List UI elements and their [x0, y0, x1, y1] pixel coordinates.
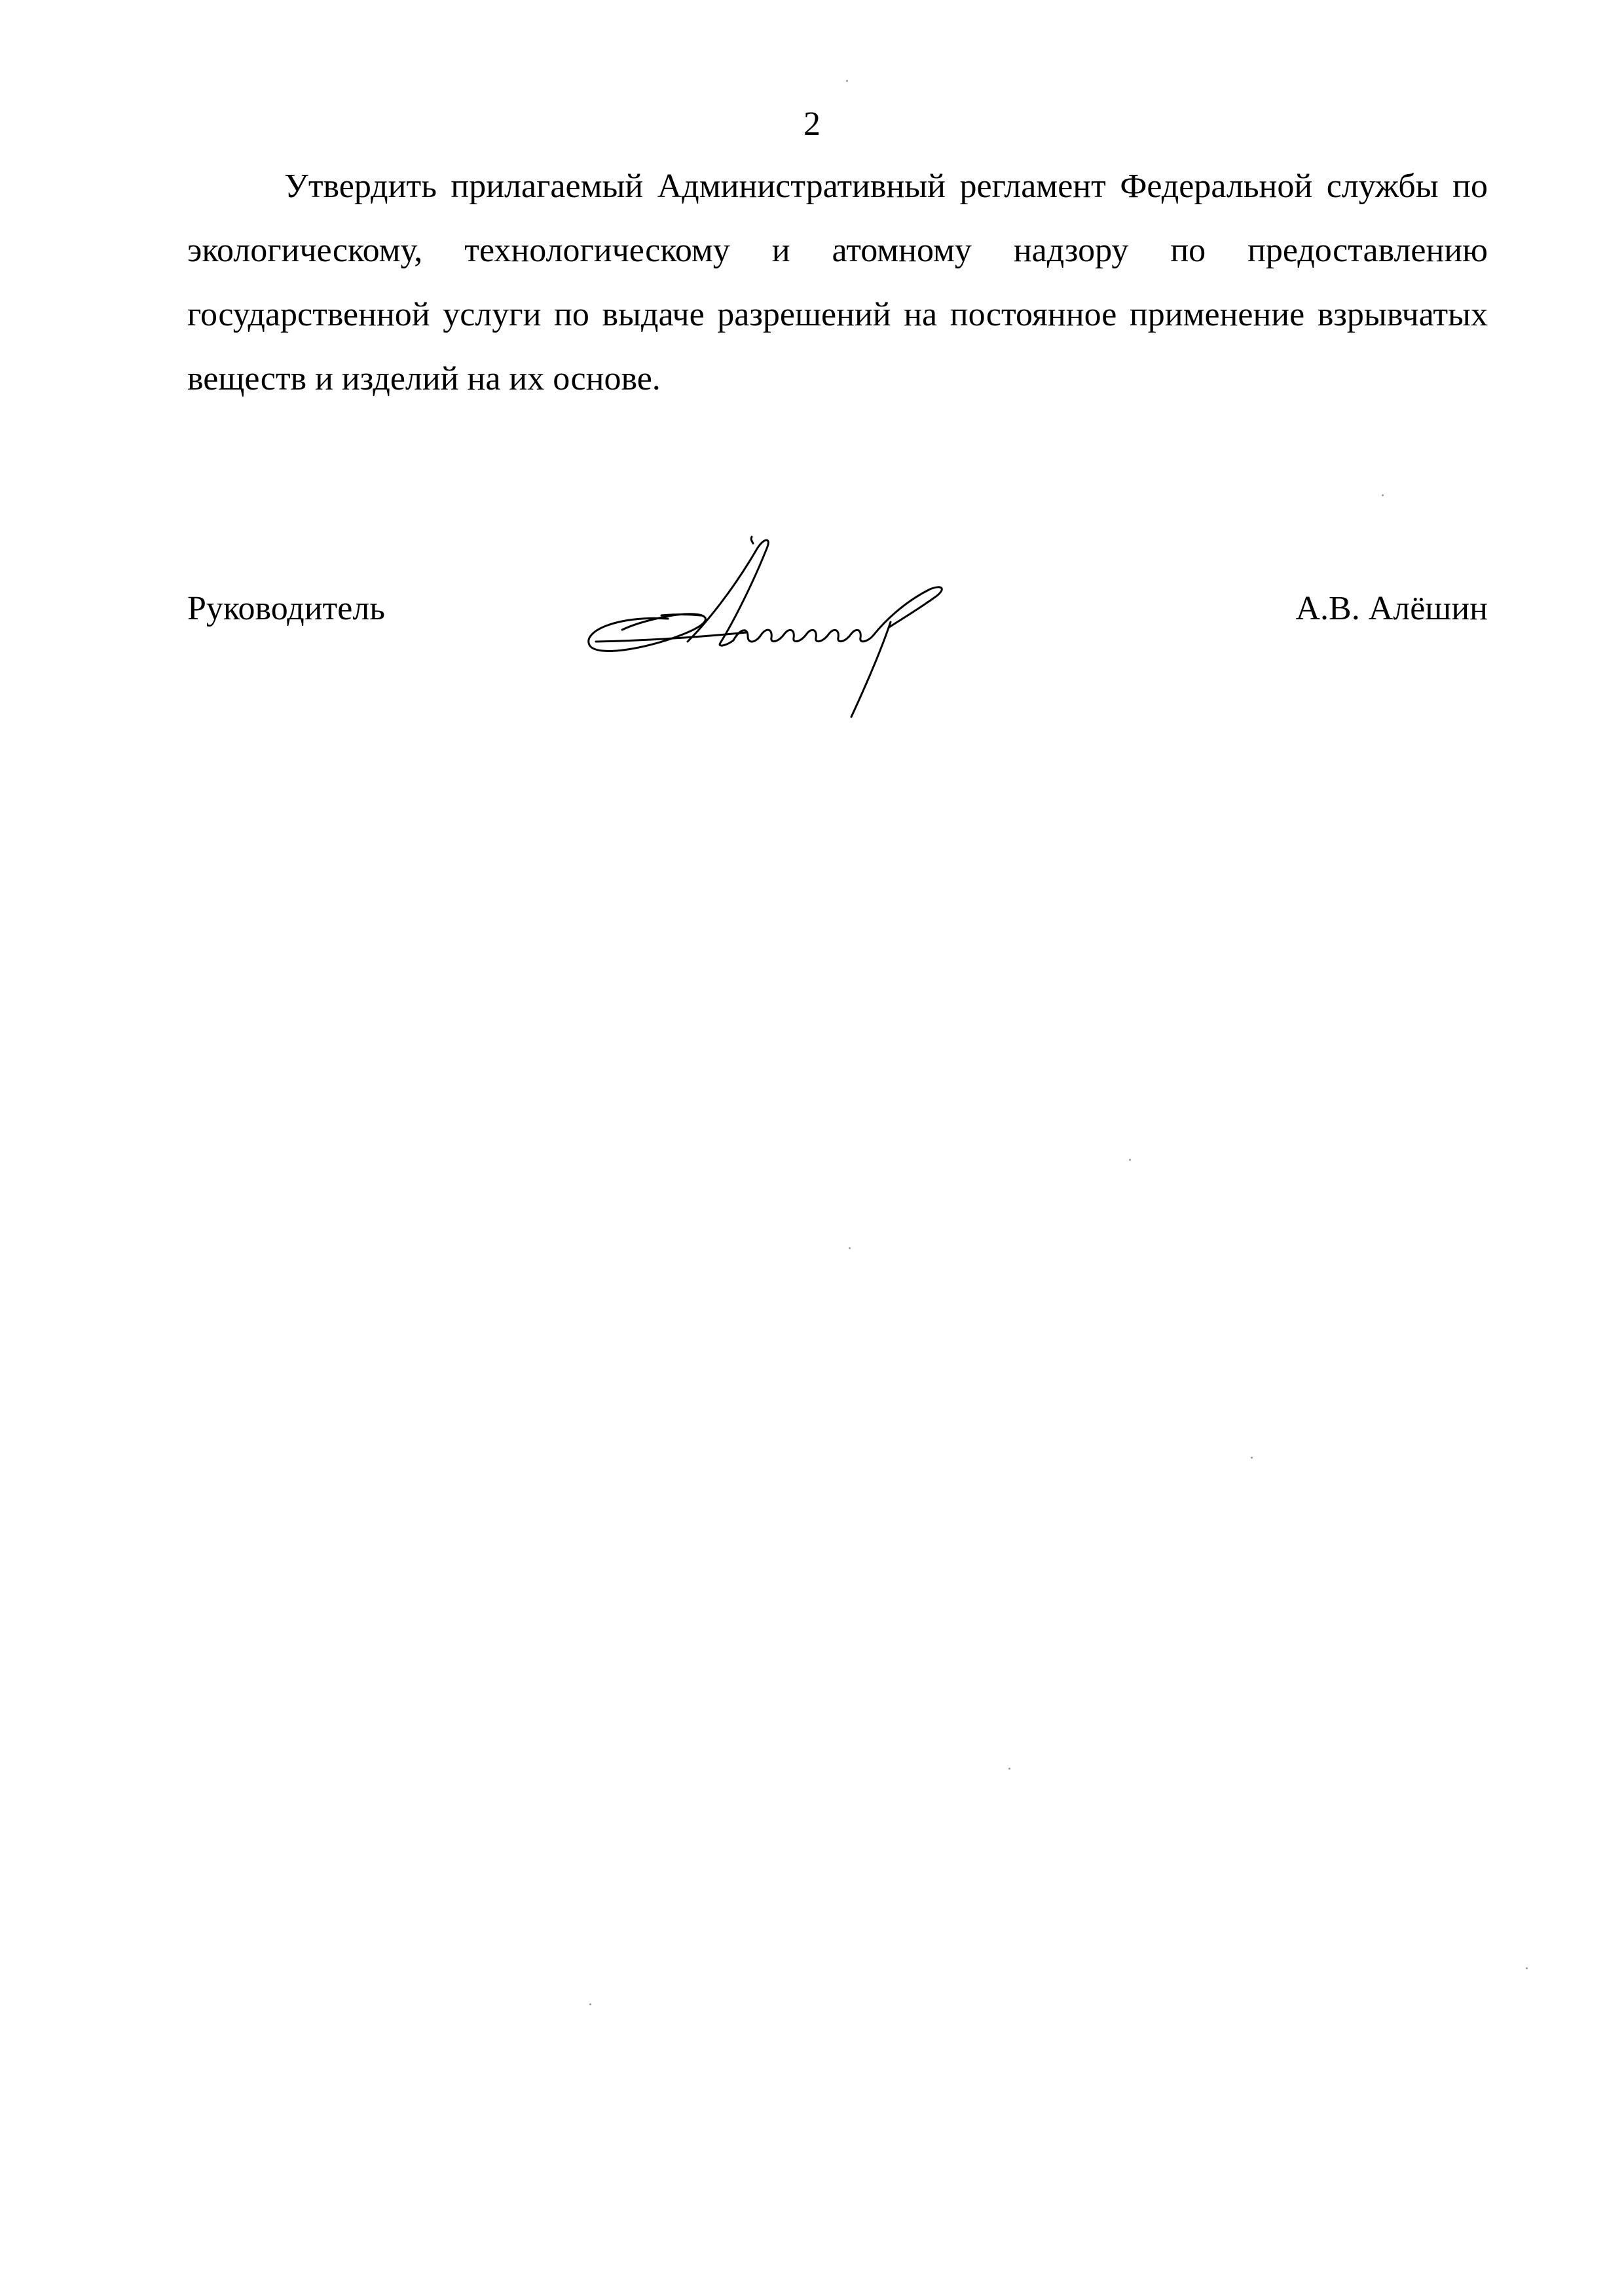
scan-speck: [1008, 1768, 1010, 1770]
scan-speck: [1129, 1159, 1131, 1161]
scan-speck: [1382, 494, 1384, 496]
order-paragraph: Утвердить прилагаемый Административный регламент Федеральной службы по экологическому, технологическому и атомному надзору по предоставлению государственной услуги по выдаче разрешений на постоянное применение взрывчатых веществ и изделий на их основе.: [187, 168, 1488, 397]
scan-speck: [1526, 1967, 1528, 1969]
scan-speck: [849, 1247, 851, 1249]
scan-speck: [1251, 1457, 1253, 1459]
page-number: 2: [803, 105, 821, 143]
signer-name: А.В. Алёшин: [1295, 590, 1488, 627]
scan-speck: [589, 2003, 591, 2005]
handwritten-signature: [576, 524, 995, 720]
signer-position: Руководитель: [187, 590, 385, 627]
scan-speck: [846, 80, 848, 82]
